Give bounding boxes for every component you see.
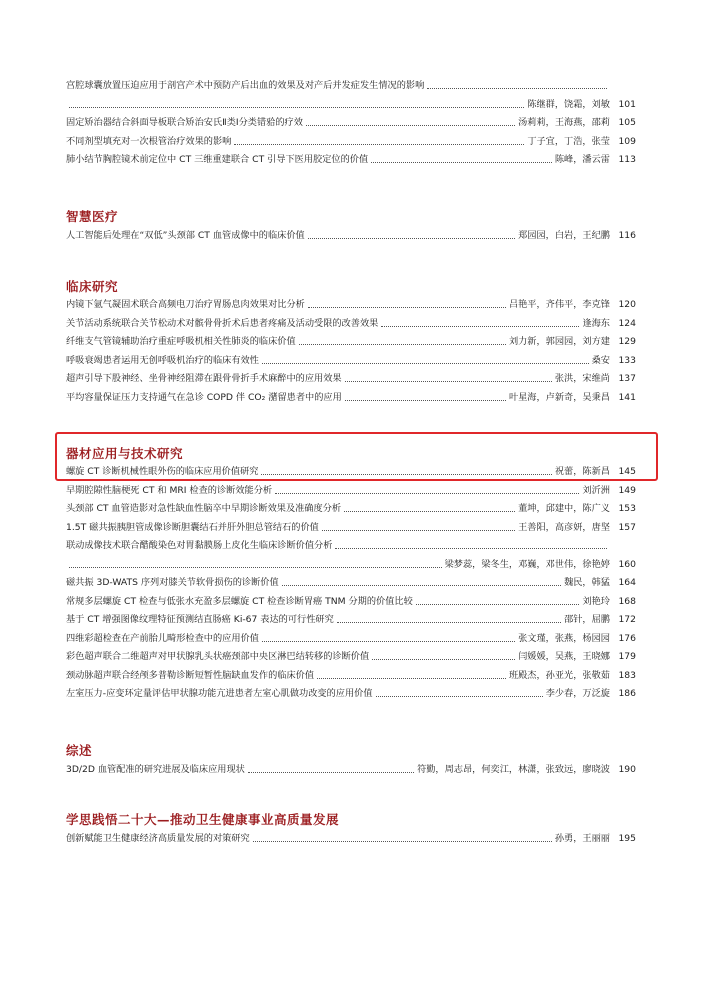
section-heading: 器材应用与技术研究: [66, 446, 184, 461]
toc-entry[interactable]: [66, 390, 636, 406]
dot-leader: [306, 124, 515, 126]
dot-leader: [317, 677, 506, 679]
toc-entry-page: 183: [618, 669, 636, 681]
toc-entry-title: 呼吸衰竭患者运用无创呼吸机治疗的临床有效性: [66, 354, 259, 366]
toc-entry[interactable]: [66, 575, 636, 591]
toc-entry-authors: 郑园园，白岩，王纪鹏: [518, 230, 610, 241]
section-heading: 学思践悟二十大—推动卫生健康事业高质量发展: [66, 812, 340, 827]
dot-leader: [416, 603, 580, 605]
toc-entry-page: 137: [618, 373, 636, 384]
toc-entry[interactable]: [66, 78, 636, 94]
toc-entry-title: 宫腔球囊放置压迫应用于剖宫产术中预防产后出血的效果及对产后并发症发生情况的影响: [66, 80, 425, 91]
toc-entry-page: 160: [618, 558, 636, 570]
toc-entry-title: 左室压力-应变环定量评估甲状腺功能亢进患者左室心肌做功改变的应用价值: [66, 688, 373, 699]
toc-entry-authors: 刘沂洲: [582, 484, 610, 496]
toc-entry[interactable]: [66, 831, 636, 847]
toc-entry-page: 153: [618, 503, 636, 514]
toc-entry[interactable]: [66, 152, 636, 168]
toc-entry-title: 彩色超声联合二维超声对甲状腺乳头状癌颈部中央区淋巴结转移的诊断价值: [66, 651, 370, 662]
toc-entry[interactable]: [66, 334, 636, 350]
toc-entry[interactable]: [66, 228, 636, 244]
toc-entry[interactable]: [66, 762, 636, 778]
dot-leader: [282, 584, 561, 586]
toc-entry-authors: 刘力新，郭园园，刘方建: [508, 336, 610, 347]
toc-entry[interactable]: [66, 631, 636, 647]
toc-entry-page: 190: [618, 764, 636, 775]
section-heading: 智慧医疗: [66, 209, 119, 224]
toc-entry-page: 105: [618, 117, 636, 128]
toc-entry-title: 不同剂型填充对一次根管治疗效果的影响: [66, 135, 232, 147]
toc-entry-authors: 张文瑾，张燕，杨园园: [518, 632, 610, 644]
dot-leader: [69, 106, 524, 108]
toc-entry[interactable]: [66, 115, 636, 131]
toc-entry-title: 关节活动系统联合关节松动术对髌骨骨折术后患者疼痛及活动受限的改善效果: [66, 317, 379, 329]
toc-entry-page: 120: [618, 299, 636, 310]
toc-entry[interactable]: [66, 353, 636, 369]
toc-entry[interactable]: [66, 557, 636, 573]
dot-leader: [308, 306, 506, 308]
dot-leader: [337, 621, 561, 623]
toc-entry-page: 157: [618, 521, 636, 533]
toc-entry-authors: 魏民，韩猛: [564, 577, 610, 588]
toc-entry-title: 常规多层螺旋 CT 检查与低张水充盈多层螺旋 CT 检查诊断胃癌 TNM 分期的价值比较: [66, 595, 413, 607]
toc-entry-title: 3D/2D 血管配准的研究进展及临床应用现状: [66, 764, 245, 775]
dot-leader: [345, 380, 552, 382]
toc-entry[interactable]: [66, 520, 636, 536]
toc-entry-page: 149: [618, 484, 636, 496]
toc-entry-authors: 董坤，邱建中，陈广义: [518, 503, 610, 514]
toc-entry-authors: 孙勇，王丽丽: [554, 833, 610, 844]
toc-entry-page: 176: [618, 632, 636, 644]
toc-entry[interactable]: [66, 134, 636, 150]
dot-leader: [381, 325, 579, 327]
toc-entry-title: 早期腔隙性脑梗死 CT 和 MRI 检查的诊断效能分析: [66, 484, 273, 496]
toc-entry-title: 平均容量保证压力支持通气在急诊 COPD 伴 CO₂ 潴留患者中的应用: [66, 391, 342, 403]
dot-leader: [427, 87, 607, 89]
dot-leader: [344, 510, 515, 512]
dot-leader: [262, 362, 589, 364]
toc-entry-authors: 符勤，周志昂，何奕江，林潇，张致远，廖晓波: [417, 764, 610, 775]
toc-entry-authors: 刘艳玲: [582, 595, 610, 607]
toc-entry-page: 141: [618, 391, 636, 403]
dot-leader: [345, 399, 506, 401]
toc-entry-authors: 吕艳平，齐伟平，李克锋: [508, 299, 610, 310]
dot-leader: [299, 343, 506, 345]
toc-entry-authors: 张洪，宋维尚: [554, 373, 610, 384]
toc-entry-title: 人工智能后处理在“双低”头颈部 CT 血管成像中的临床价值: [66, 230, 305, 241]
dot-leader: [248, 771, 414, 773]
toc-entry-authors: 叶星海，卢新奇，吴秉昌: [508, 391, 610, 403]
toc-entry-page: 129: [618, 336, 636, 347]
toc-entry-authors: 汤莉莉，王海燕，邵莉: [518, 117, 610, 128]
toc-entry[interactable]: [66, 501, 636, 517]
toc-entry-title: 创新赋能卫生健康经济高质量发展的对策研究: [66, 833, 250, 844]
toc-entry[interactable]: [66, 668, 636, 684]
toc-entry[interactable]: [66, 483, 636, 499]
dot-leader: [234, 143, 524, 145]
toc-entry-authors: 祝蕾，陈新昌: [554, 466, 610, 477]
toc-entry-title: 颈动脉超声联合经颅多普勒诊断短暂性脑缺血发作的临床价值: [66, 669, 315, 681]
toc-entry-authors: 梁梦蕊，梁冬生，邓巍，邓世伟，徐艳婷: [444, 558, 610, 570]
toc-entry-title: 联动成像技术联合醋酸染色对胃黏膜肠上皮化生临床诊断价值分析: [66, 540, 333, 551]
dot-leader: [275, 492, 579, 494]
toc-entry-authors: 班殿杰，孙亚光，张敬茹: [508, 669, 610, 681]
toc-entry-authors: 丁子宜，丁浩，张莹: [527, 135, 610, 147]
toc-entry-page: 145: [618, 466, 636, 477]
dot-leader: [253, 840, 552, 842]
section-heading: 临床研究: [66, 279, 119, 294]
toc-entry-authors: 闫媛媛，吴燕，王晓娜: [518, 651, 610, 662]
toc-entry-page: 116: [618, 230, 636, 241]
toc-entry-page: 113: [618, 154, 636, 165]
dot-leader: [262, 640, 515, 642]
toc-entry-title: 基于 CT 增强图像纹理特征预测结直肠癌 Ki-67 表达的可行性研究: [66, 614, 334, 625]
dot-leader: [371, 161, 552, 163]
toc-entry-page: 186: [618, 688, 636, 699]
section-heading: 综述: [66, 743, 93, 758]
toc-entry[interactable]: [66, 97, 636, 113]
toc-entry-page: 164: [618, 577, 636, 588]
toc-entry-page: 168: [618, 595, 636, 607]
toc-entry-title: 超声引导下股神经、坐骨神经阻滞在跟骨骨折手术麻醉中的应用效果: [66, 373, 342, 384]
dot-leader: [322, 529, 515, 531]
toc-entry-title: 1.5T 磁共振胰胆管成像诊断胆囊结石并肝外胆总管结石的价值: [66, 521, 319, 533]
toc-entry-title: 纤维支气管镜辅助治疗重症呼吸机相关性肺炎的临床价值: [66, 336, 296, 347]
toc-entry-title: 四维彩超检查在产前胎儿畸形检查中的应用价值: [66, 632, 259, 644]
toc-entry-title: 螺旋 CT 诊断机械性眼外伤的临床应用价值研究: [66, 466, 259, 477]
toc-entry-page: 101: [618, 98, 636, 110]
toc-entry[interactable]: [66, 371, 636, 387]
dot-leader: [372, 658, 515, 660]
toc-entry-authors: 桑安: [591, 354, 610, 366]
toc-entry[interactable]: [66, 612, 636, 628]
toc-entry[interactable]: [66, 594, 636, 610]
toc-entry-title: 肺小结节胸腔镜术前定位中 CT 三维重建联合 CT 引导下医用胶定位的价值: [66, 154, 369, 165]
toc-entry[interactable]: [66, 297, 636, 313]
toc-entry-page: 133: [618, 354, 636, 366]
toc-entry[interactable]: [66, 316, 636, 332]
toc-entry[interactable]: [66, 649, 636, 665]
toc-entry-title: 头颈部 CT 血管造影对急性缺血性脑卒中早期诊断效果及准确度分析: [66, 503, 342, 514]
dot-leader: [376, 695, 543, 697]
dot-leader: [335, 547, 607, 549]
toc-entry[interactable]: [66, 686, 636, 702]
dot-leader: [69, 566, 442, 568]
toc-entry-page: 109: [618, 135, 636, 147]
toc-entry-page: 195: [618, 833, 636, 844]
toc-entry-page: 179: [618, 651, 636, 662]
toc-entry-title: 固定矫治器结合斜面导板联合矫治安氏Ⅱ类Ⅰ分类错𬌗的疗效: [66, 117, 303, 128]
highlight-box: [55, 432, 658, 481]
toc-entry-page: 172: [618, 614, 636, 625]
toc-entry[interactable]: [66, 538, 636, 554]
toc-entry-authors: 逢海东: [582, 317, 610, 329]
toc-entry-page: 124: [618, 317, 636, 329]
toc-entry-authors: 李少春，万泛旋: [545, 688, 610, 699]
toc-entry-authors: 邵针，屈鹏: [564, 614, 610, 625]
toc-entry-title: 内镜下氩气凝固术联合高频电刀治疗胃肠息肉效果对比分析: [66, 299, 305, 310]
toc-entry-authors: 陈峰，潘云雷: [554, 154, 610, 165]
toc-entry-authors: 陈继群，饶霜，刘敏: [527, 98, 610, 110]
toc-entry-authors: 王善阳，高彦妍，唐坚: [518, 521, 610, 533]
toc-entry-title: 磁共振 3D-WATS 序列对膝关节软骨损伤的诊断价值: [66, 577, 279, 588]
dot-leader: [308, 237, 515, 239]
